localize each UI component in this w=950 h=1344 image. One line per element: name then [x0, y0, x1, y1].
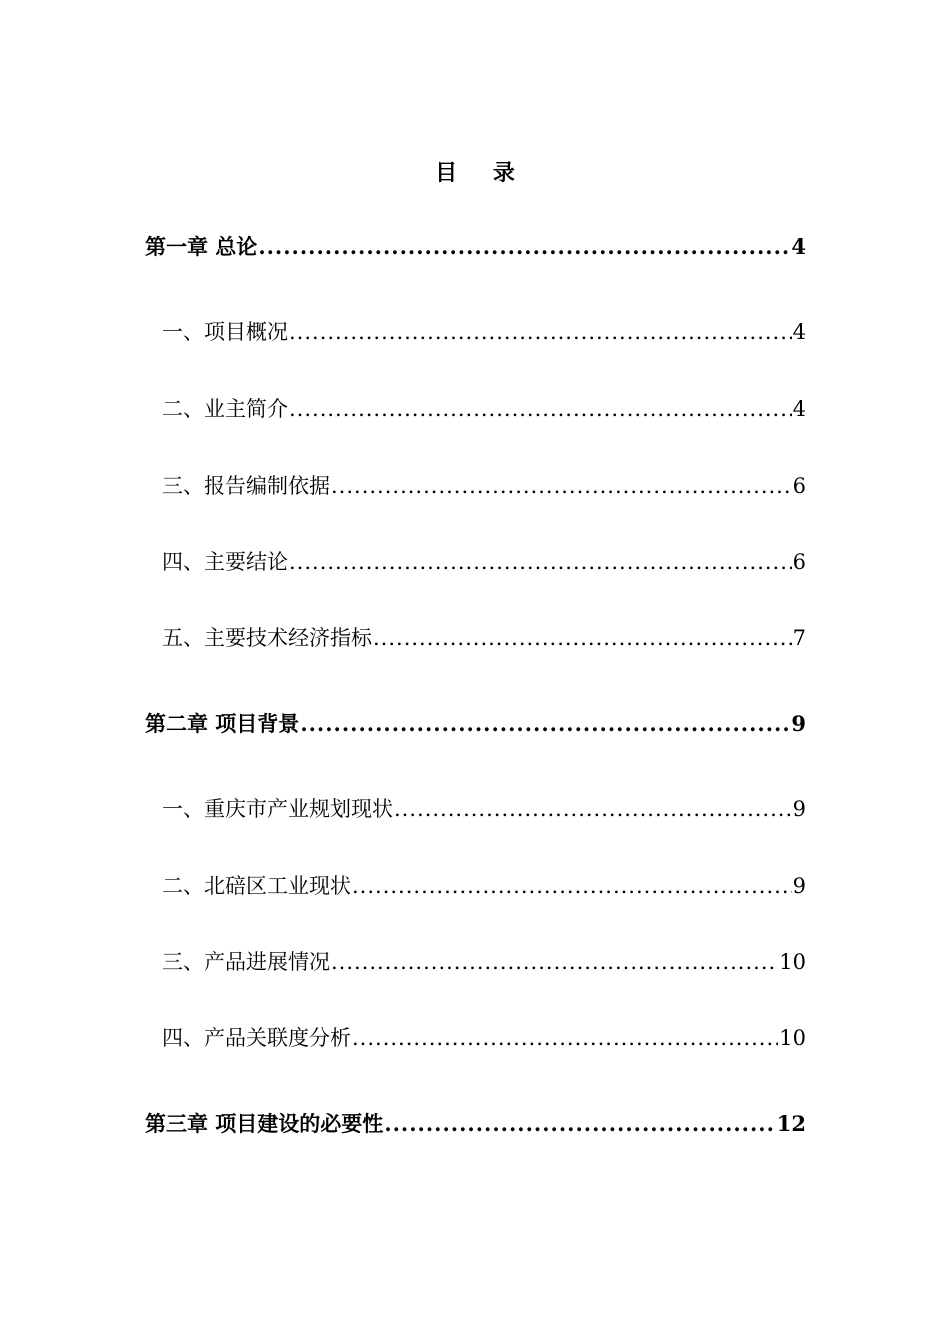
toc-dot-leader — [289, 397, 792, 421]
toc-dot-leader — [384, 1111, 775, 1136]
toc-entry-page: 9 — [791, 711, 806, 736]
toc-entry-section[interactable] — [145, 1022, 806, 1052]
toc-entry-section[interactable] — [145, 870, 806, 900]
toc-entry-page: 7 — [792, 626, 806, 650]
toc-entry-label: 四、主要结论 — [162, 550, 288, 574]
toc-entry-label: 三、报告编制依据 — [162, 474, 330, 498]
toc-entry-page: 6 — [792, 550, 806, 574]
toc-dot-leader — [258, 234, 790, 259]
toc-entry-label: 二、业主简介 — [162, 397, 288, 421]
toc-dot-leader — [352, 874, 792, 898]
toc-entry-page: 9 — [792, 797, 806, 821]
toc-dot-leader — [394, 797, 792, 821]
toc-entry-label: 第一章 总论 — [145, 234, 258, 259]
toc-entry-label: 一、重庆市产业规划现状 — [162, 797, 393, 821]
toc-entry-page: 6 — [792, 474, 806, 498]
toc-entry-page: 4 — [792, 397, 806, 421]
toc-entry-page: 9 — [792, 874, 806, 898]
toc-entry-label: 二、北碚区工业现状 — [162, 874, 351, 898]
toc-entry-label: 一、项目概况 — [162, 320, 288, 344]
toc-entry-section[interactable] — [145, 546, 806, 576]
toc-entry-label: 三、产品进展情况 — [162, 950, 330, 974]
toc-entry-section[interactable] — [145, 622, 806, 652]
toc-entry-section[interactable] — [145, 316, 806, 346]
toc-entry-chapter-2[interactable] — [145, 708, 806, 738]
toc-entry-label: 五、主要技术经济指标 — [162, 626, 372, 650]
toc-dot-leader — [331, 474, 792, 498]
toc-dot-leader — [352, 1026, 778, 1050]
toc-entry-section[interactable] — [145, 393, 806, 423]
toc-entry-chapter-1[interactable] — [145, 231, 806, 261]
toc-entry-chapter-3[interactable] — [145, 1108, 806, 1138]
toc-dot-leader — [289, 320, 792, 344]
toc-title: 目 录 — [435, 160, 529, 186]
toc-entry-label: 第三章 项目建设的必要性 — [145, 1111, 384, 1136]
toc-dot-leader — [331, 950, 778, 974]
toc-entry-label: 四、产品关联度分析 — [162, 1026, 351, 1050]
toc-entry-label: 第二章 项目背景 — [145, 711, 300, 736]
toc-entry-page: 10 — [779, 1026, 806, 1050]
toc-entry-section[interactable] — [145, 793, 806, 823]
toc-entry-section[interactable] — [145, 946, 806, 976]
toc-dot-leader — [373, 626, 792, 650]
toc-entry-page: 4 — [791, 234, 806, 259]
toc-entry-page: 4 — [792, 320, 806, 344]
toc-entry-section[interactable] — [145, 470, 806, 500]
toc-dot-leader — [300, 711, 790, 736]
toc-entry-page: 10 — [779, 950, 806, 974]
toc-dot-leader — [289, 550, 792, 574]
toc-entry-page: 12 — [776, 1111, 806, 1136]
